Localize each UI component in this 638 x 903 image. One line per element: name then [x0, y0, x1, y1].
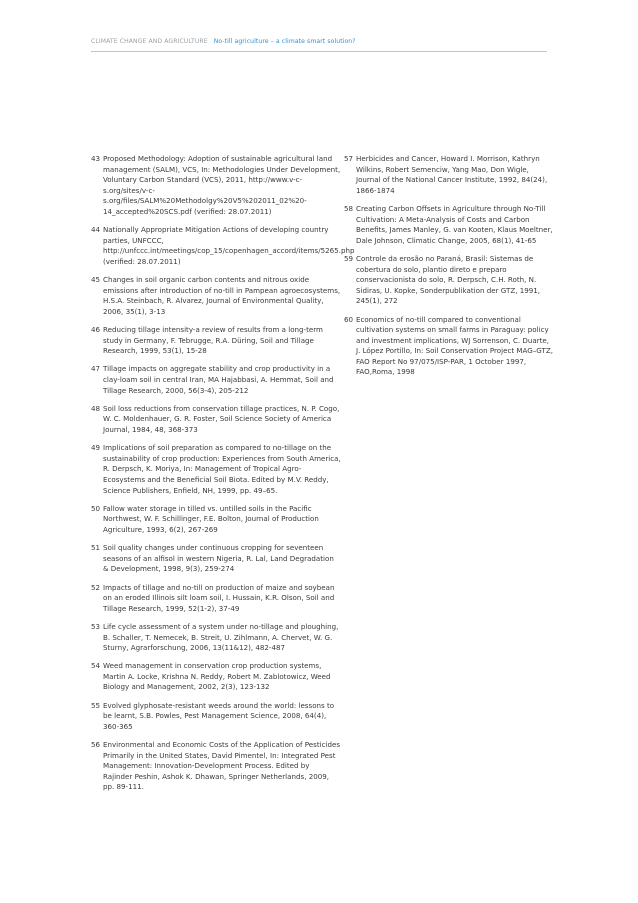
reference-number: 49 [91, 443, 101, 453]
reference-number: 52 [91, 582, 101, 592]
reference-text: Creating Carbon Offsets in Agriculture through No-Till Cultivation: A Meta-Analysis of Costs and Carbon Benefits, James Manley, G. van Kooten, Klaus Moeltner, Dale Johnson, Climatic Change, 2005, 68(1), 41-65 [356, 203, 553, 245]
reference-item [344, 204, 554, 246]
running-header [91, 38, 547, 45]
reference-number: 53 [91, 621, 101, 631]
reference-text: Soil quality changes under continuous cropping for seventeen seasons of an alfisol in western Nigeria, R. Lal, Land Degradation & Development, 1998, 9(3), 259-274 [103, 543, 334, 574]
reference-number: 51 [91, 543, 101, 553]
reference-text: Economics of no-till compared to conventional cultivation systems on small farms in Paraguay: policy and investment implications, WJ Sorrenson, C. Duarte, J. López Portillo, In: Soil Conservation Project MAG–GTZ, FAO Report No 97/075/ISP-PAR, 1 October 1997, FAO,Roma, 1998 [356, 314, 553, 377]
reference-number: 44 [91, 225, 101, 235]
reference-item [91, 504, 341, 536]
reference-item [91, 325, 341, 357]
reference-number: 46 [91, 325, 101, 335]
reference-item [91, 740, 341, 793]
reference-item [344, 154, 554, 196]
reference-item [91, 404, 341, 436]
reference-text: Reducing tillage intensity-a review of results from a long-term study in Germany, F. Tebrugge, R.A. Düring, Soil and Tillage Research, 1999, 53(1), 15-28 [103, 325, 323, 356]
reference-number: 50 [91, 503, 101, 513]
reference-item [91, 661, 341, 693]
reference-number: 59 [344, 253, 354, 263]
reference-item [91, 364, 341, 396]
reference-text: Changes in soil organic carbon contents and nitrous oxide emissions after introduction of no-till in Pampean agroecosystems, H.S.A. Steinbach, R. Alvarez, Journal of Environmental Quality, 2006, 35(1), 3-13 [103, 275, 341, 316]
reference-text: Nationally Appropriate Mitigation Actions of developing country parties, UNFCCC, http://unfccc.int/meetings/cop_15/copenhagen_accord/items/5265.php (verified: 28.07.2011) [103, 225, 355, 266]
reference-text: Evolved glyphosate-resistant weeds around the world: lessons to be learnt, S.B. Powles, Pest Management Science, 2008, 64(4), 360-365 [103, 700, 335, 731]
reference-number: 55 [91, 700, 101, 710]
reference-item [91, 275, 341, 317]
reference-text: Controle da erosão no Paraná, Brasil: Sistemas de cobertura do solo, plantio direto e preparo conservacionista do solo, R. Derpsch, C.H. Roth, N. Sidiras, U. Kopke, Sonderpublikation der GTZ, 1991, 245(1), 272 [356, 253, 541, 306]
reference-item [344, 254, 554, 307]
reference-item [91, 622, 341, 654]
reference-item [344, 315, 554, 379]
reference-text: Implications of soil preparation as compared to no-tillage on the sustainability of crop production: Experiences from South America, R. Derpsch, K. Moriya, In: Management of Tropical Agro-Ecosystems and the Beneficial Soil Biota. Edited by M.V. Reddy, Science Publishers, Enfield, NH, 1999, pp. 49–65. [103, 443, 341, 495]
header-section-title: CLIMATE CHANGE AND AGRICULTURE [91, 38, 208, 45]
reference-text: Fallow water storage in tilled vs. untilled soils in the Pacific Northwest, W. F. Schillinger, F.E. Bolton, Journal of Production Agriculture, 1993, 6(2), 267-269 [103, 503, 319, 534]
reference-item [91, 583, 341, 615]
reference-number: 45 [91, 275, 101, 285]
reference-number: 54 [91, 661, 101, 671]
references-column-right [344, 154, 554, 386]
reference-item [91, 701, 341, 733]
reference-text: Tillage impacts on aggregate stability and crop productivity in a clay-loam soil in central Iran, MA Hajabbasi, A. Hemmat, Soil and Tillage Research, 2000, 56(3-4), 205-212 [103, 364, 334, 395]
header-subtitle: No-till agriculture – a climate smart solution? [213, 38, 356, 45]
reference-number: 58 [344, 203, 354, 213]
reference-text: Herbicides and Cancer, Howard I. Morrison, Kathryn Wilkins, Robert Semenciw, Yang Mao, Don Wigle, Journal of the National Cancer Institute, 1992, 84(24), 1866-1874 [356, 154, 548, 195]
header-divider [91, 51, 547, 52]
reference-text: Impacts of tillage and no-till on production of maize and soybean on an eroded Illinois silt loam soil, I. Hussain, K.R. Olson, Soil and Tillage Research, 1999, 52(1-2), 37-49 [103, 582, 335, 613]
reference-item [91, 543, 341, 575]
reference-text: Proposed Methodology: Adoption of sustainable agricultural land management (SALM), VCS, In: Methodologies Under Development, Voluntary Carbon Standard (VCS), 2011, http://www.v-c-s.org/sites/v-c-s.org/files/SALM%20Methodolgy%20V5%202011_02%20-14_accepted%20SCS.pdf (verified: 28.07.2011) [103, 154, 341, 216]
reference-item [91, 443, 341, 496]
reference-number: 47 [91, 364, 101, 374]
reference-text: Soil loss reductions from conservation tillage practices, N. P. Cogo, W. C. Moldenhauer, G. R. Foster, Soil Science Society of America Journal, 1984, 48, 368-373 [103, 403, 340, 435]
reference-number: 57 [344, 154, 354, 163]
reference-number: 60 [344, 314, 354, 324]
reference-text: Weed management in conservation crop production systems, Martin A. Locke, Krishna N. Reddy, Robert M. Zablotowicz, Weed Biology and Management, 2002, 2(3), 123-132 [103, 661, 331, 692]
reference-item [91, 154, 341, 218]
reference-number: 56 [91, 740, 101, 750]
reference-number: 43 [91, 154, 101, 163]
reference-text: Environmental and Economic Costs of the Application of Pesticides Primarily in the United States, David Pimentel, In: Integrated Pest Management: Innovation-Development Process. Edited by Rajinder Peshin, Ashok K. Dhawan, Springer Netherlands, 2009, pp. 89-111. [103, 740, 341, 792]
reference-number: 48 [91, 403, 101, 413]
reference-text: Life cycle assessment of a system under no-tillage and ploughing, B. Schaller, T. Nemecek, B. Streit, U. Zihlmann, A. Chervet, W. G. Sturny, Agrarforschung, 2006, 13(11&12), 482-487 [103, 621, 339, 653]
